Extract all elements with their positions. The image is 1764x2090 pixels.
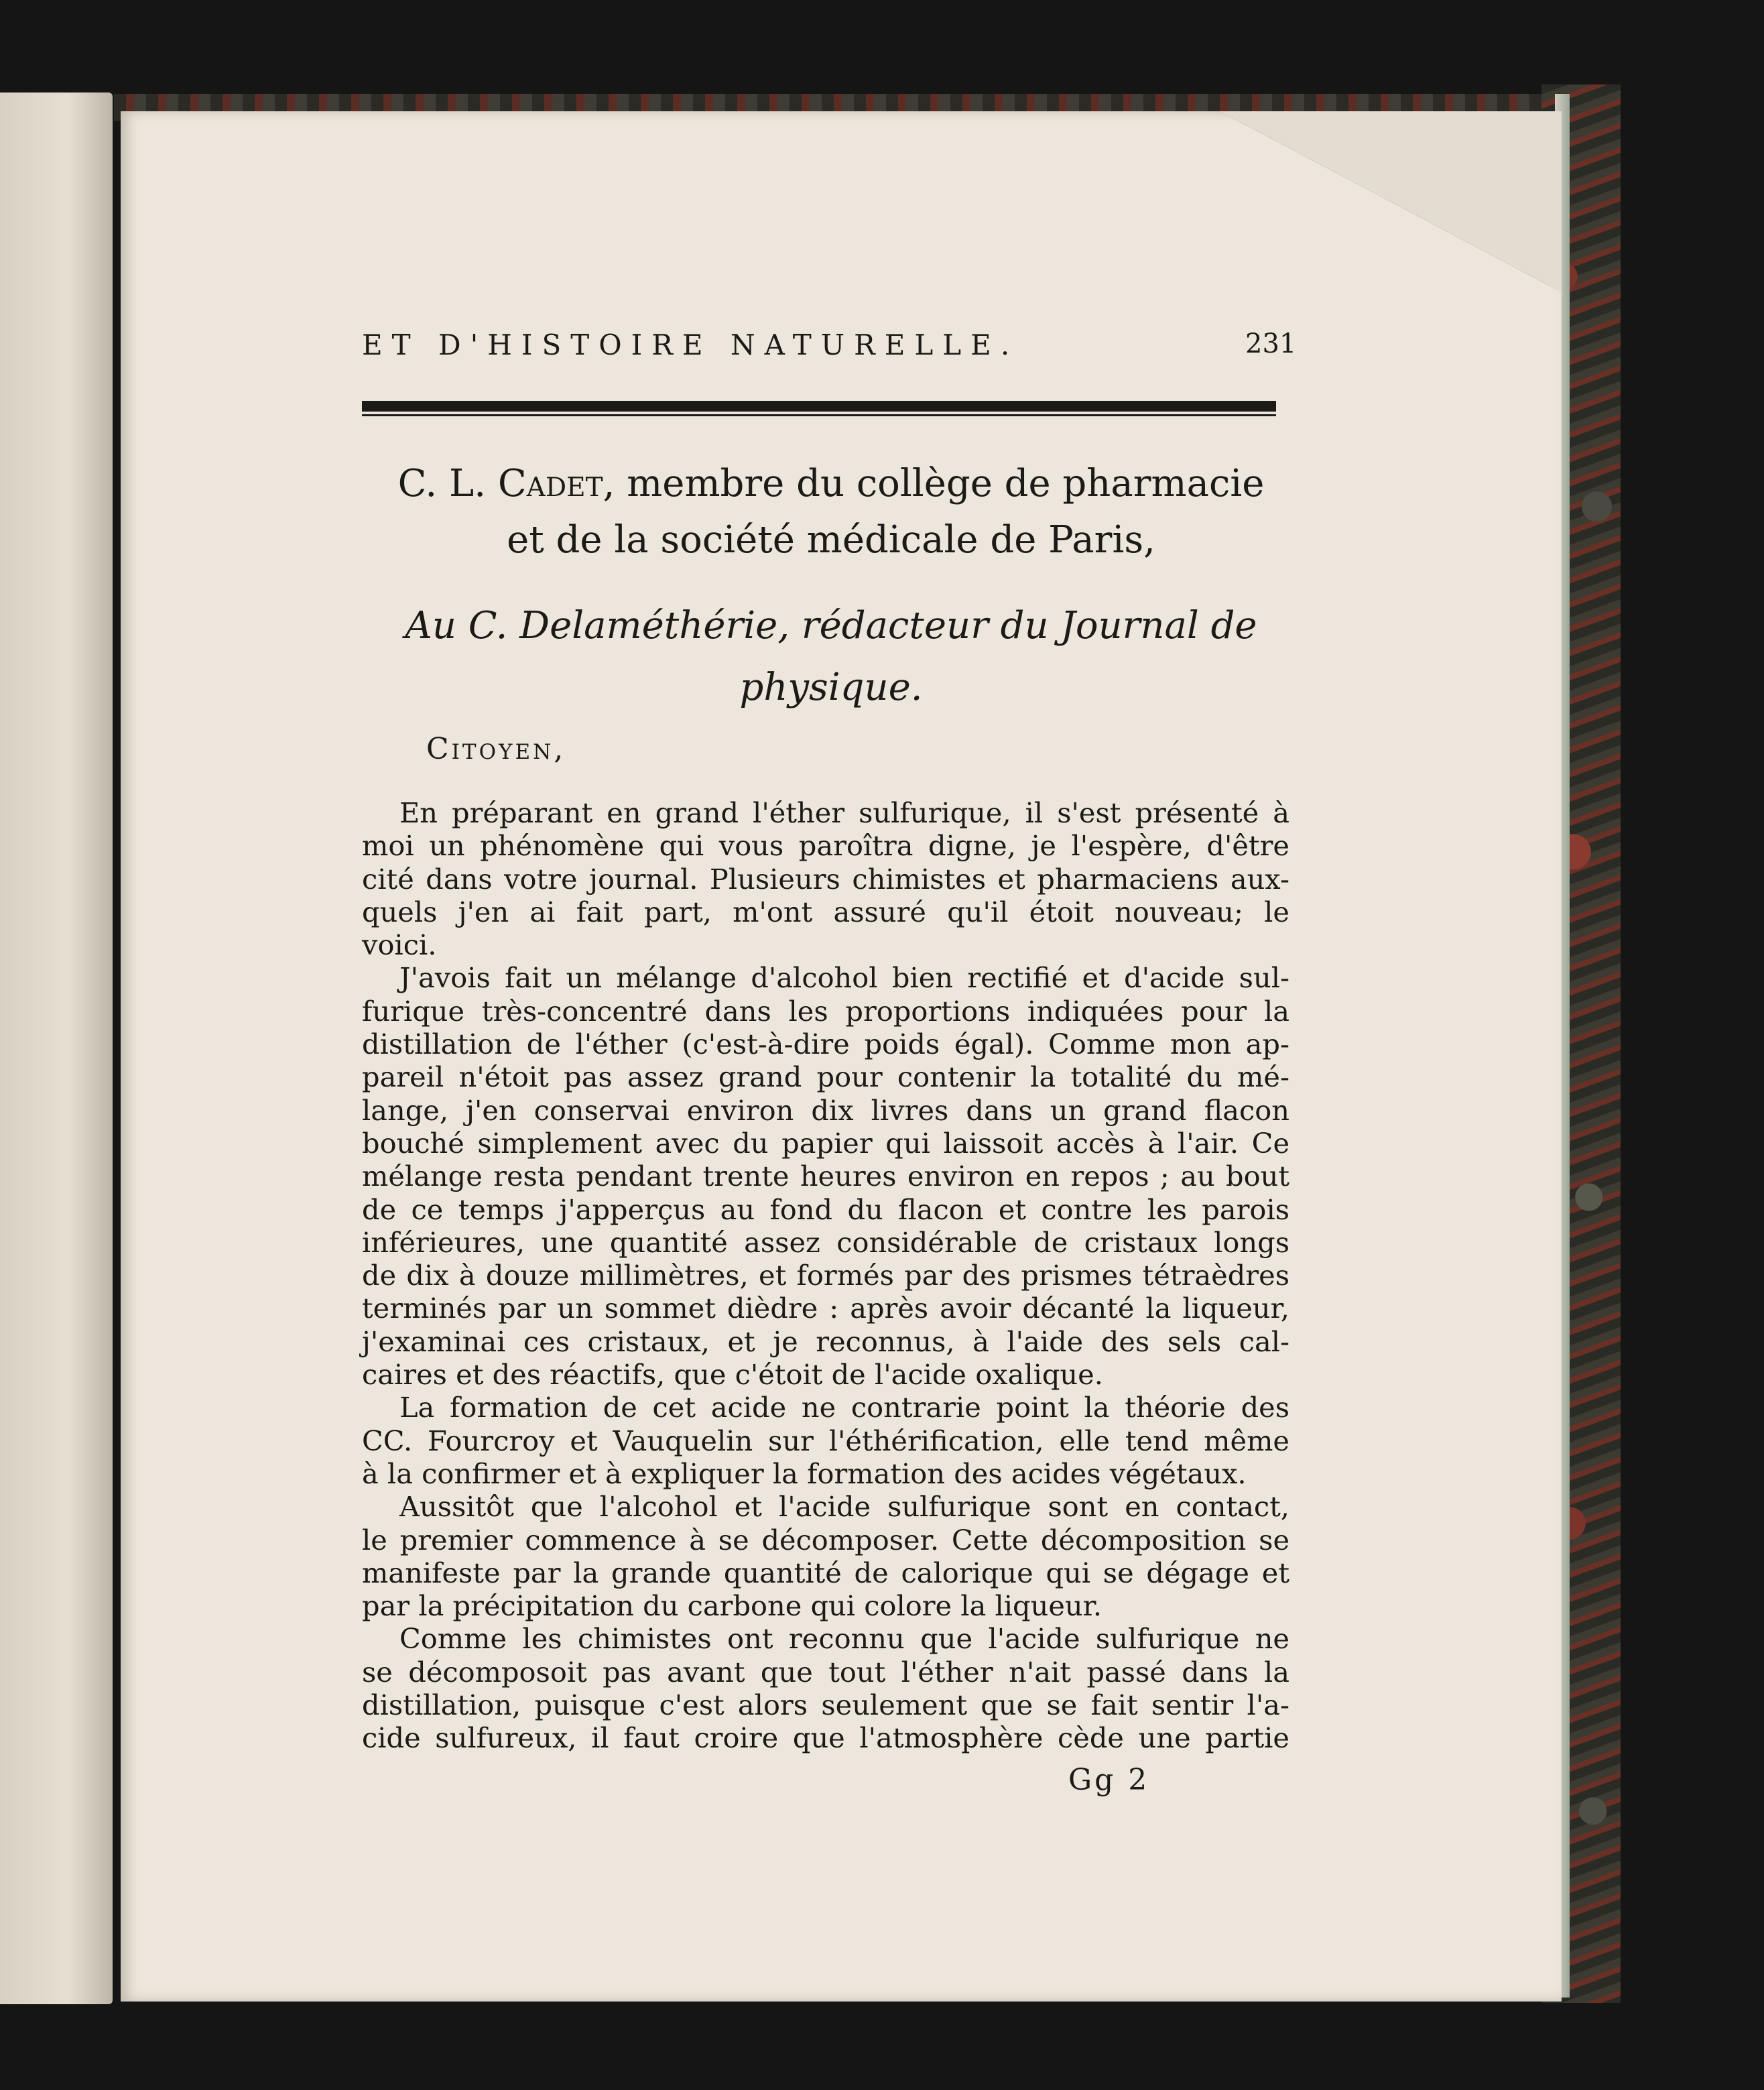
body-line: voici. [362, 928, 437, 962]
letter-heading [362, 456, 1300, 568]
body-line: terminés par un sommet dièdre : après avoir décanté la liqueur, [362, 1292, 1289, 1325]
body-line: quels j'en ai fait part, m'ont assuré qu'il étoit nouveau; le [362, 895, 1289, 928]
signature-mark: Gg 2 [1068, 1763, 1150, 1797]
body-line: par la précipitation du carbone qui colore la liqueur. [362, 1589, 1102, 1623]
body-line: le premier commence à se décomposer. Cette décomposition se [362, 1523, 1289, 1556]
running-head [362, 328, 1300, 369]
addressee-line-2: physique. [739, 666, 923, 709]
body-line: distillation de l'éther (c'est-à-dire poids égal). Comme mon ap- [362, 1028, 1289, 1061]
body-line: manifeste par la grande quantité de calorique qui se dégage et [362, 1556, 1289, 1589]
salutation [426, 732, 1365, 766]
author-name: C. L. Cadet [397, 462, 603, 505]
body-line: inférieures, une quantité assez considérable de cristaux longs [362, 1225, 1289, 1259]
body-line: En préparant en grand l'éther sulfurique, il s'est présenté à [399, 796, 1289, 829]
page-number: 231 [1245, 328, 1297, 359]
heading-line-1 [362, 456, 1300, 512]
body-line: distillation, puisque c'est alors seulement que se fait sentir l'a- [362, 1688, 1289, 1722]
body-line: CC. Fourcroy et Vauquelin sur l'éthérification, elle tend même [362, 1424, 1289, 1457]
body-line: de dix à douze millimètres, et formés par des prismes tétraèdres [362, 1259, 1289, 1292]
addressee [362, 595, 1300, 719]
body-line: pareil n'étoit pas assez grand pour contenir la totalité du mé- [362, 1060, 1289, 1094]
body-line: moi un phénomène qui vous paroîtra digne, je l'espère, d'être [362, 829, 1289, 863]
header-rule [362, 401, 1276, 412]
facing-page-edge [0, 93, 113, 2004]
body-line: cide sulfureux, il faut croire que l'atmosphère cède une partie [362, 1721, 1289, 1755]
body-line: bouché simplement avec du papier qui laissoit accès à l'air. Ce [362, 1126, 1289, 1160]
running-head-title: ET D'HISTOIRE NATURELLE. [362, 328, 1019, 361]
body-line: Comme les chimistes ont reconnu que l'acide sulfurique ne [399, 1622, 1289, 1656]
header-rule-thin [362, 414, 1276, 416]
heading-line-2: et de la société médicale de Paris, [507, 518, 1155, 562]
body-line: furique très-concentré dans les proportions indiquées pour la [362, 994, 1289, 1028]
body-line: caires et des réactifs, que c'étoit de l'acide oxalique. [362, 1358, 1103, 1392]
body-line: La formation de cet acide ne contrarie point la théorie des [399, 1391, 1289, 1424]
body-line: de ce temps j'apperçus au fond du flacon et contre les parois [362, 1192, 1289, 1226]
body-line: cité dans votre journal. Plusieurs chimistes et pharmaciens aux- [362, 862, 1289, 896]
body-line: j'examinai ces cristaux, et je reconnus, à l'aide des sels cal- [362, 1325, 1289, 1358]
author-title: , membre du collège de pharmacie [603, 462, 1265, 505]
body-line: mélange resta pendant trente heures environ en repos ; au bout [362, 1160, 1289, 1193]
body-line: J'avois fait un mélange d'alcohol bien rectifié et d'acide sul- [399, 961, 1289, 995]
body-line: se décomposoit pas avant que tout l'éther n'ait passé dans la [362, 1655, 1289, 1688]
salutation-text: Citoyen, [426, 732, 566, 766]
addressee-line-1: Au C. Delaméthérie, rédacteur du Journal de [405, 604, 1257, 648]
letter-body [362, 796, 1289, 1755]
body-line: Aussitôt que l'alcohol et l'acide sulfurique sont en contact, [399, 1490, 1289, 1524]
body-line: à la confirmer et à expliquer la formation des acides végétaux. [362, 1457, 1247, 1490]
body-line: lange, j'en conservai environ dix livres dans un grand flacon [362, 1093, 1289, 1127]
